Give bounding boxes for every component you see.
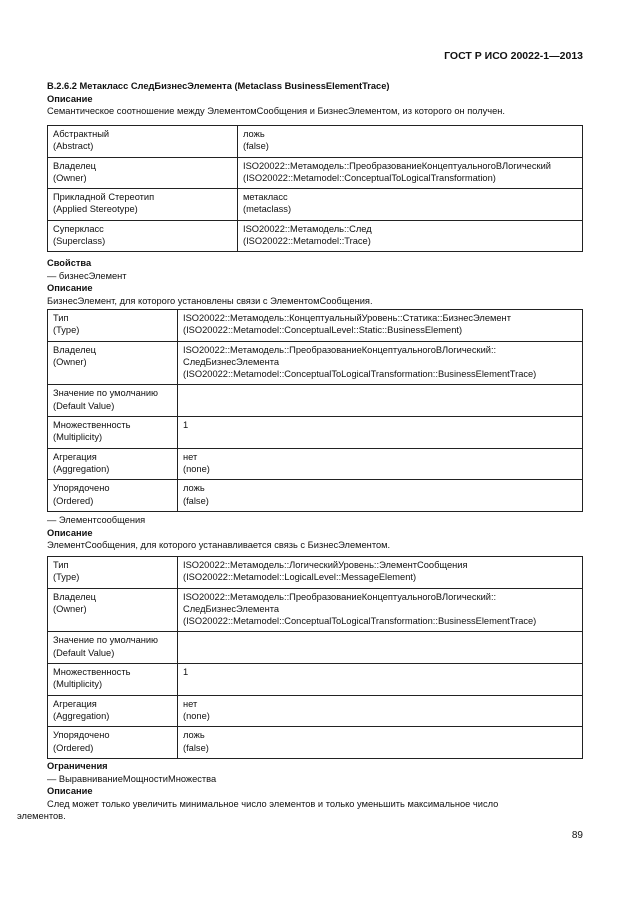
value-line: (false)	[183, 495, 209, 506]
value-line: (none)	[183, 463, 210, 474]
table-row	[48, 157, 583, 189]
value-line: нет	[183, 698, 198, 709]
property-description: БизнесЭлемент, для которого установлены связи с ЭлементомСообщения.	[47, 295, 373, 306]
section-title: В.2.6.2 Метакласс СледБизнесЭлемента (Metaclass BusinessElementTrace)	[47, 81, 390, 91]
label-russian: Владелец	[53, 160, 97, 171]
label-russian: Агрегация	[53, 451, 97, 462]
property-message-element-intro	[47, 514, 583, 552]
property-label-cell	[48, 664, 178, 696]
label-english: (Default Value)	[53, 400, 115, 411]
label-russian: Значение по умолчанию	[53, 388, 159, 399]
property-name: — Элементсообщения	[47, 515, 146, 525]
value-line: (metaclass)	[243, 204, 292, 215]
label-english: (Type)	[53, 572, 80, 583]
label-english: (Type)	[53, 325, 80, 336]
value-line: (ISO20022::Metamodel::Trace)	[243, 236, 371, 247]
value-line: (ISO20022::Metamodel::LogicalLevel::MessageElement)	[183, 572, 417, 583]
table-row	[48, 664, 583, 696]
label-english: (Owner)	[53, 172, 87, 183]
value-line: (none)	[183, 710, 210, 721]
label-russian: Множественность	[53, 667, 131, 678]
table-row	[48, 189, 583, 221]
metaclass-table	[47, 125, 583, 252]
message-element-property-table	[47, 556, 583, 759]
property-label-cell	[48, 341, 178, 385]
property-value-cell	[178, 664, 583, 696]
property-label-cell	[48, 220, 238, 252]
property-label-cell	[48, 126, 238, 158]
property-description-heading: Описание	[47, 283, 93, 293]
label-russian: Владелец	[53, 344, 97, 355]
value-line: (ISO20022::Metamodel::ConceptualLevel::Static::BusinessElement)	[183, 325, 463, 336]
table-row	[48, 727, 583, 759]
description-text: Семантическое соотношение между ЭлементомСообщения и БизнесЭлементом, из которого он получен.	[47, 106, 506, 116]
value-line: ложь	[183, 730, 205, 741]
table-row	[48, 480, 583, 512]
property-description-heading: Описание	[47, 527, 93, 538]
property-label-cell	[48, 588, 178, 632]
constraint-description-line: След может только увеличить минимальное число элементов и только уменьшить максимальное число	[47, 798, 499, 809]
value-line: метакласс	[243, 192, 288, 203]
label-russian: Абстрактный	[53, 129, 110, 139]
value-line: 1	[183, 667, 189, 678]
property-label-cell	[48, 385, 178, 417]
constraints-heading: Ограничения	[47, 761, 108, 771]
property-label-cell	[48, 417, 178, 449]
property-description: ЭлементСообщения, для которого устанавливается связь с БизнесЭлементом.	[47, 540, 391, 550]
label-english: (Ordered)	[53, 495, 94, 506]
table-row	[48, 126, 583, 158]
property-name: — бизнесЭлемент	[47, 270, 127, 281]
value-line: ISO20022::Метамодель::ПреобразованиеКонцептуальногоВЛогический::	[183, 344, 497, 355]
label-english: (Applied Stereotype)	[53, 204, 138, 215]
business-element-property-table	[47, 309, 583, 512]
property-value-cell	[178, 341, 583, 385]
label-english: (Multiplicity)	[53, 679, 103, 690]
property-value-cell	[178, 588, 583, 632]
constraint-description-heading: Описание	[47, 786, 93, 796]
document-code: ГОСТ Р ИСО 20022-1—2013	[444, 50, 583, 62]
property-business-element-intro	[47, 257, 583, 307]
label-russian: Значение по умолчанию	[53, 635, 159, 646]
property-label-cell	[48, 189, 238, 221]
table-row	[48, 417, 583, 449]
label-russian: Упорядочено	[53, 483, 110, 494]
description-heading: Описание	[47, 93, 93, 104]
table-row	[48, 341, 583, 385]
value-line: СледБизнесЭлемента	[183, 356, 280, 367]
value-line: (false)	[243, 141, 269, 152]
value-line: ложь	[183, 483, 205, 494]
section-intro	[47, 80, 583, 118]
value-line: ISO20022::Метамодель::След	[243, 223, 372, 234]
label-russian: Суперкласс	[53, 223, 104, 234]
value-line: ISO20022::Метамодель::ЛогическийУровень::ЭлементСообщения	[183, 560, 468, 570]
property-label-cell	[48, 727, 178, 759]
property-value-cell	[178, 632, 583, 664]
property-value-cell	[178, 310, 583, 342]
label-english: (Abstract)	[53, 141, 94, 152]
table-row	[48, 588, 583, 632]
constraints-section	[17, 760, 583, 823]
value-line: ISO20022::Метамодель::ПреобразованиеКонцептуальногоВЛогический	[243, 160, 551, 171]
table-row	[48, 557, 583, 589]
value-line: ISO20022::Метамодель::КонцептуальныйУровень::Статика::БизнесЭлемент	[183, 313, 511, 323]
label-english: (Aggregation)	[53, 710, 110, 721]
property-value-cell	[238, 220, 583, 252]
label-russian: Агрегация	[53, 698, 97, 709]
label-russian: Тип	[53, 313, 69, 323]
table-row	[48, 310, 583, 342]
value-line: ложь	[243, 129, 265, 139]
value-line: 1	[183, 420, 189, 431]
property-label-cell	[48, 157, 238, 189]
table-row	[48, 695, 583, 727]
value-line: (ISO20022::Metamodel::ConceptualToLogicalTransformation::BusinessElementTrace)	[183, 369, 537, 380]
label-english: (Owner)	[53, 603, 87, 614]
property-label-cell	[48, 632, 178, 664]
constraint-description-line: элементов.	[17, 811, 66, 821]
table-row	[48, 220, 583, 252]
label-russian: Прикладной Стереотип	[53, 192, 155, 203]
property-value-cell	[238, 157, 583, 189]
label-russian: Множественность	[53, 420, 131, 431]
label-english: (Owner)	[53, 356, 87, 367]
page-number: 89	[571, 830, 583, 841]
value-line: (ISO20022::Metamodel::ConceptualToLogicalTransformation)	[243, 172, 496, 183]
label-russian: Упорядочено	[53, 730, 110, 741]
value-line: ISO20022::Метамодель::ПреобразованиеКонцептуальногоВЛогический::	[183, 591, 497, 602]
property-label-cell	[48, 695, 178, 727]
label-russian: Владелец	[53, 591, 97, 602]
property-value-cell	[178, 417, 583, 449]
property-label-cell	[48, 310, 178, 342]
label-russian: Тип	[53, 560, 69, 570]
property-value-cell	[238, 189, 583, 221]
property-label-cell	[48, 557, 178, 589]
property-value-cell	[238, 126, 583, 158]
label-english: (Aggregation)	[53, 463, 110, 474]
property-label-cell	[48, 448, 178, 480]
table-row	[48, 632, 583, 664]
value-line: нет	[183, 451, 198, 462]
table-row	[48, 448, 583, 480]
property-value-cell	[178, 480, 583, 512]
property-label-cell	[48, 480, 178, 512]
value-line: (false)	[183, 742, 209, 753]
property-value-cell	[178, 448, 583, 480]
property-value-cell	[178, 557, 583, 589]
constraint-name: — ВыравниваниеМощностиМножества	[47, 773, 217, 784]
property-value-cell	[178, 695, 583, 727]
label-english: (Ordered)	[53, 742, 94, 753]
value-line: СледБизнесЭлемента	[183, 603, 280, 614]
value-line: (ISO20022::Metamodel::ConceptualToLogicalTransformation::BusinessElementTrace)	[183, 616, 537, 627]
property-value-cell	[178, 727, 583, 759]
label-english: (Superclass)	[53, 236, 106, 247]
label-english: (Default Value)	[53, 647, 115, 658]
properties-heading: Свойства	[47, 258, 92, 268]
property-value-cell	[178, 385, 583, 417]
label-english: (Multiplicity)	[53, 432, 103, 443]
table-row	[48, 385, 583, 417]
